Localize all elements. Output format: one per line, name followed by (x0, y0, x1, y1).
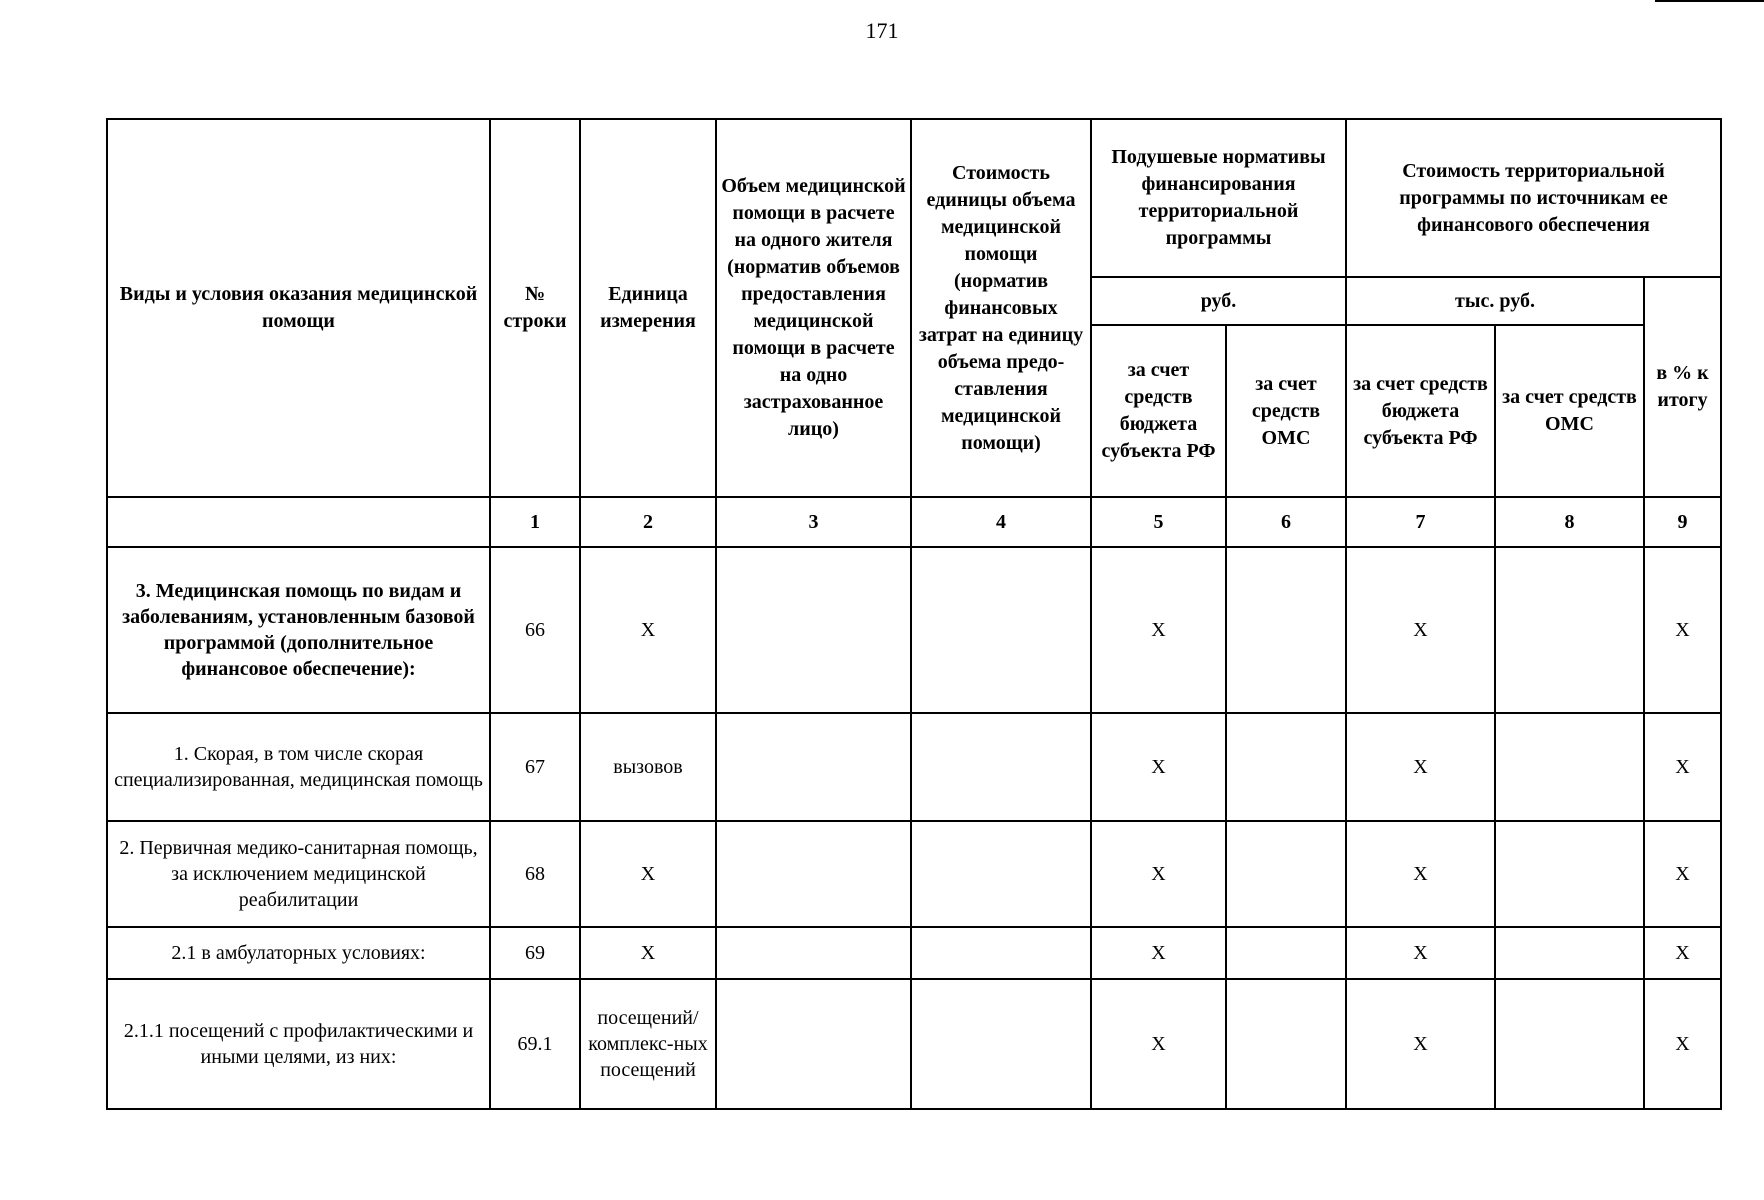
row-unit: вызовов (580, 713, 716, 821)
row-oms-total (1495, 821, 1644, 927)
row-budget-rf: X (1091, 821, 1226, 927)
table-row (107, 979, 1721, 1109)
header-unit: Единица измерения (580, 119, 716, 497)
row-percent: X (1644, 979, 1721, 1109)
row-volume (716, 821, 911, 927)
column-number: 5 (1091, 497, 1226, 547)
row-budget-rf-total: X (1346, 547, 1495, 713)
row-budget-rf: X (1091, 547, 1226, 713)
column-number: 2 (580, 497, 716, 547)
row-volume (716, 979, 911, 1109)
column-number: 7 (1346, 497, 1495, 547)
header-unit-thousand-rub: тыс. руб. (1346, 277, 1644, 325)
header-volume: Объем медицинской помощи в расчете на одного жителя (норматив объемов предоставления медицинской помощи в расчете на одно застрахованное лицо) (716, 119, 911, 497)
row-unit: посещений/ комплекс-ных посещений (580, 979, 716, 1109)
row-oms (1226, 979, 1346, 1109)
top-rule (1655, 0, 1764, 2)
row-percent: X (1644, 547, 1721, 713)
header-oms-total: за счет средств ОМС (1495, 325, 1644, 497)
header-budget-rf: за счет средств бюджета субъекта РФ (1091, 325, 1226, 497)
row-budget-rf-total: X (1346, 979, 1495, 1109)
column-number: 6 (1226, 497, 1346, 547)
row-oms-total (1495, 547, 1644, 713)
column-number: 9 (1644, 497, 1721, 547)
row-budget-rf-total: X (1346, 713, 1495, 821)
row-number: 69 (490, 927, 580, 979)
row-number: 68 (490, 821, 580, 927)
table-row (107, 547, 1721, 713)
row-name: 3. Медицинская помощь по видам и заболеваниям, установленным базовой программой (дополнительное финансовое обеспечение): (107, 547, 490, 713)
header-unit-rub: руб. (1091, 277, 1346, 325)
row-name: 2.1.1 посещений с профилактическими и иными целями, из них: (107, 979, 490, 1109)
row-number: 69.1 (490, 979, 580, 1109)
header-budget-rf-total: за счет средств бюджета субъекта РФ (1346, 325, 1495, 497)
column-number: 1 (490, 497, 580, 547)
header-percent: в % к итогу (1644, 277, 1721, 497)
row-name: 1. Скорая, в том числе скорая специализированная, медицинская помощь (107, 713, 490, 821)
table-row (107, 927, 1721, 979)
row-oms-total (1495, 713, 1644, 821)
row-unit: X (580, 821, 716, 927)
row-unit: X (580, 927, 716, 979)
row-oms (1226, 547, 1346, 713)
row-oms (1226, 821, 1346, 927)
header-cost: Стоимость единицы объема медицинской помощи (норматив финансовых затрат на единицу объема предо-ставления медицинской помощи) (911, 119, 1091, 497)
row-oms (1226, 927, 1346, 979)
row-volume (716, 547, 911, 713)
row-oms-total (1495, 979, 1644, 1109)
header-row-no: № строки (490, 119, 580, 497)
row-budget-rf: X (1091, 979, 1226, 1109)
header-name: Виды и условия оказания медицинской помощи (107, 119, 490, 497)
row-name: 2. Первичная медико-санитарная помощь, за исключением медицинской реабилитации (107, 821, 490, 927)
row-percent: X (1644, 821, 1721, 927)
row-oms-total (1495, 927, 1644, 979)
column-number (107, 497, 490, 547)
row-cost (911, 979, 1091, 1109)
row-volume (716, 927, 911, 979)
table-row (107, 821, 1721, 927)
row-cost (911, 713, 1091, 821)
row-cost (911, 547, 1091, 713)
row-percent: X (1644, 713, 1721, 821)
row-budget-rf-total: X (1346, 927, 1495, 979)
row-percent: X (1644, 927, 1721, 979)
page-number: 171 (865, 18, 899, 43)
row-oms (1226, 713, 1346, 821)
header-per-capita: Подушевые нормативы финансирования территориальной программы (1091, 119, 1346, 277)
financing-table (106, 118, 1722, 1110)
row-unit: X (580, 547, 716, 713)
row-cost (911, 821, 1091, 927)
column-number: 4 (911, 497, 1091, 547)
header-oms: за счет средств ОМС (1226, 325, 1346, 497)
row-budget-rf-total: X (1346, 821, 1495, 927)
row-cost (911, 927, 1091, 979)
header-total-cost: Стоимость территориальной программы по источникам ее финансового обеспечения (1346, 119, 1721, 277)
column-number: 8 (1495, 497, 1644, 547)
table-row (107, 713, 1721, 821)
column-numbers-row (107, 497, 1721, 547)
row-volume (716, 713, 911, 821)
row-number: 67 (490, 713, 580, 821)
row-number: 66 (490, 547, 580, 713)
row-budget-rf: X (1091, 713, 1226, 821)
column-number: 3 (716, 497, 911, 547)
row-budget-rf: X (1091, 927, 1226, 979)
row-name: 2.1 в амбулаторных условиях: (107, 927, 490, 979)
